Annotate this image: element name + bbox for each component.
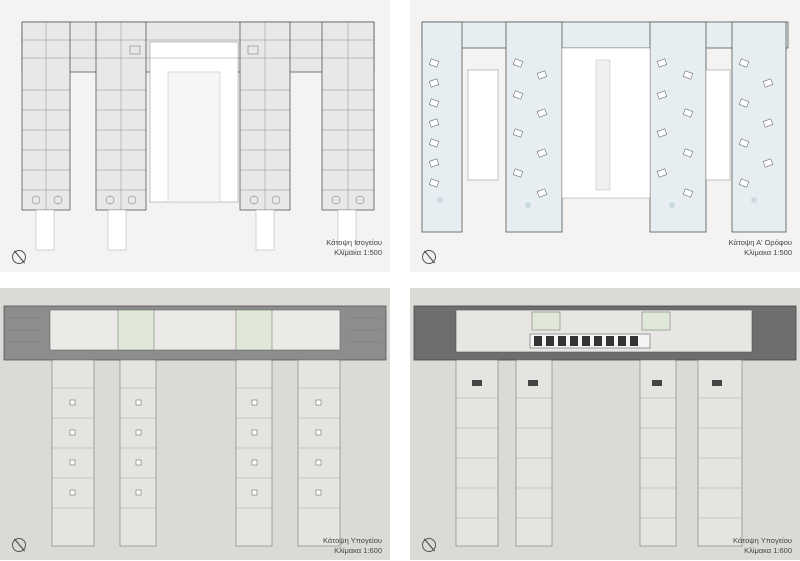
plan-scale: Κλίμακα 1:500 bbox=[334, 248, 382, 257]
plan-panel-first-floor bbox=[410, 0, 800, 272]
plan-title: Κάτοψη Υπογείου bbox=[732, 536, 792, 545]
plan-panel-basement-2 bbox=[410, 288, 800, 560]
first-floor-plan-drawing bbox=[410, 0, 800, 272]
plan-caption bbox=[729, 238, 792, 258]
plan-title: Κάτοψη Α' Ορόφου bbox=[728, 238, 792, 247]
plan-scale: Κλίμακα 1:500 bbox=[744, 248, 792, 257]
plan-title: Κάτοψη Ισογείου bbox=[326, 238, 382, 247]
plan-title: Κάτοψη Υπογείου bbox=[322, 536, 382, 545]
north-arrow-icon bbox=[12, 538, 26, 552]
plan-caption bbox=[326, 238, 382, 258]
plan-scale: Κλίμακα 1:600 bbox=[334, 546, 382, 555]
basement-plan-drawing-1 bbox=[0, 288, 390, 560]
plan-caption bbox=[733, 536, 792, 556]
plan-panel-basement-1 bbox=[0, 288, 390, 560]
north-arrow-icon bbox=[12, 250, 26, 264]
north-arrow-icon bbox=[422, 538, 436, 552]
ground-floor-plan-drawing bbox=[0, 0, 390, 272]
plan-scale: Κλίμακα 1:600 bbox=[744, 546, 792, 555]
plan-panel-ground-floor bbox=[0, 0, 390, 272]
plan-caption bbox=[323, 536, 382, 556]
basement-plan-drawing-2 bbox=[410, 288, 800, 560]
north-arrow-icon bbox=[422, 250, 436, 264]
